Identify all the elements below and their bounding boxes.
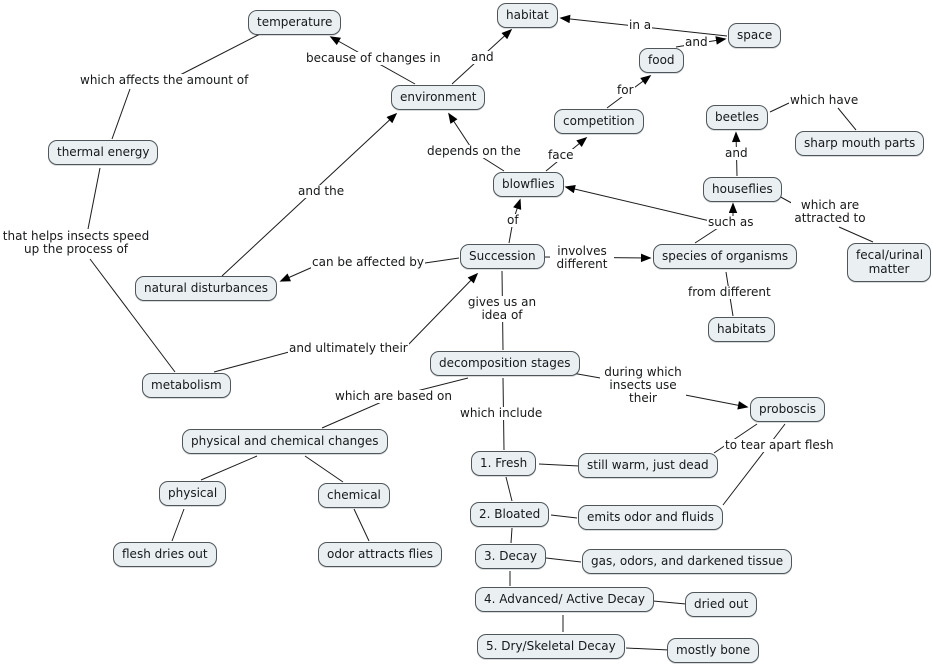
node-beetles[interactable]: beetles: [706, 105, 768, 130]
node-habitats[interactable]: habitats: [708, 317, 775, 342]
link-label-because-of-changes-in[interactable]: because of changes in: [306, 51, 441, 65]
node-temperature[interactable]: temperature: [248, 10, 341, 35]
link-label-face[interactable]: face: [548, 148, 574, 162]
link-label-and-houseflies-beetles[interactable]: and: [725, 146, 748, 160]
node-gas-odors-darkened-tissue[interactable]: gas, odors, and darkened tissue: [582, 549, 792, 574]
node-physical[interactable]: physical: [159, 481, 226, 506]
node-still-warm-just-dead[interactable]: still warm, just dead: [578, 453, 718, 478]
node-proboscis[interactable]: proboscis: [750, 397, 825, 422]
link-label-to-tear-apart-flesh[interactable]: to tear apart flesh: [725, 438, 834, 452]
node-dried-out[interactable]: dried out: [685, 592, 757, 617]
node-stage-advanced-active-decay[interactable]: 4. Advanced/ Active Decay: [475, 587, 654, 612]
link-label-and-food-space[interactable]: and: [685, 35, 708, 49]
node-flesh-dries-out[interactable]: flesh dries out: [113, 542, 217, 567]
node-decomposition-stages[interactable]: decomposition stages: [430, 351, 580, 376]
node-natural-disturbances[interactable]: natural disturbances: [135, 276, 277, 301]
link-label-from-different[interactable]: from different: [688, 285, 771, 299]
link-label-depends-on-the[interactable]: depends on the: [427, 144, 521, 158]
link-label-such-as[interactable]: such as: [708, 215, 754, 229]
link-label-that-helps-insects[interactable]: that helps insects speed up the process of: [0, 230, 152, 256]
link-label-which-affects[interactable]: which affects the amount of: [80, 73, 249, 87]
link-label-involves-different[interactable]: involves different: [550, 245, 614, 271]
node-physical-and-chemical-changes[interactable]: physical and chemical changes: [182, 429, 388, 454]
node-sharp-mouth-parts[interactable]: sharp mouth parts: [795, 131, 924, 156]
node-environment[interactable]: environment: [391, 85, 485, 110]
node-stage-bloated[interactable]: 2. Bloated: [470, 502, 549, 527]
node-blowflies[interactable]: blowflies: [493, 172, 564, 197]
link-label-which-are-based-on[interactable]: which are based on: [335, 389, 452, 403]
link-label-which-are-attracted-to[interactable]: which are attracted to: [791, 199, 869, 225]
node-metabolism[interactable]: metabolism: [142, 373, 231, 398]
node-houseflies[interactable]: houseflies: [703, 177, 782, 202]
link-label-gives-us-an-idea-of[interactable]: gives us an idea of: [467, 295, 537, 322]
link-label-and-the[interactable]: and the: [298, 184, 345, 198]
link-label-and-env-habitat[interactable]: and: [471, 50, 494, 64]
node-fecal-urinal-matter[interactable]: fecal/urinal matter: [847, 243, 931, 282]
link-label-of[interactable]: of: [507, 213, 519, 227]
node-stage-fresh[interactable]: 1. Fresh: [471, 451, 536, 476]
node-stage-decay[interactable]: 3. Decay: [475, 544, 546, 569]
node-competition[interactable]: competition: [554, 109, 644, 134]
node-emits-odor-and-fluids[interactable]: emits odor and fluids: [578, 505, 723, 530]
link-label-for[interactable]: for: [617, 83, 634, 97]
node-succession[interactable]: Succession: [460, 244, 545, 269]
node-food[interactable]: food: [639, 48, 684, 73]
link-label-during-which-insects-use-their[interactable]: during which insects use their: [600, 366, 686, 405]
link-label-can-be-affected-by[interactable]: can be affected by: [312, 255, 425, 269]
node-odor-attracts-flies[interactable]: odor attracts flies: [318, 542, 442, 567]
link-label-which-include[interactable]: which include: [460, 406, 543, 420]
link-label-in-a[interactable]: in a: [629, 18, 652, 32]
node-species-of-organisms[interactable]: species of organisms: [653, 244, 797, 269]
link-label-and-ultimately-their[interactable]: and ultimately their: [289, 341, 408, 355]
node-thermal-energy[interactable]: thermal energy: [48, 140, 158, 165]
node-stage-dry-skeletal-decay[interactable]: 5. Dry/Skeletal Decay: [477, 634, 625, 659]
node-mostly-bone[interactable]: mostly bone: [667, 638, 759, 663]
node-habitat[interactable]: habitat: [497, 3, 558, 28]
link-label-which-have[interactable]: which have: [790, 93, 859, 107]
node-space[interactable]: space: [728, 23, 781, 48]
node-chemical[interactable]: chemical: [318, 483, 390, 508]
